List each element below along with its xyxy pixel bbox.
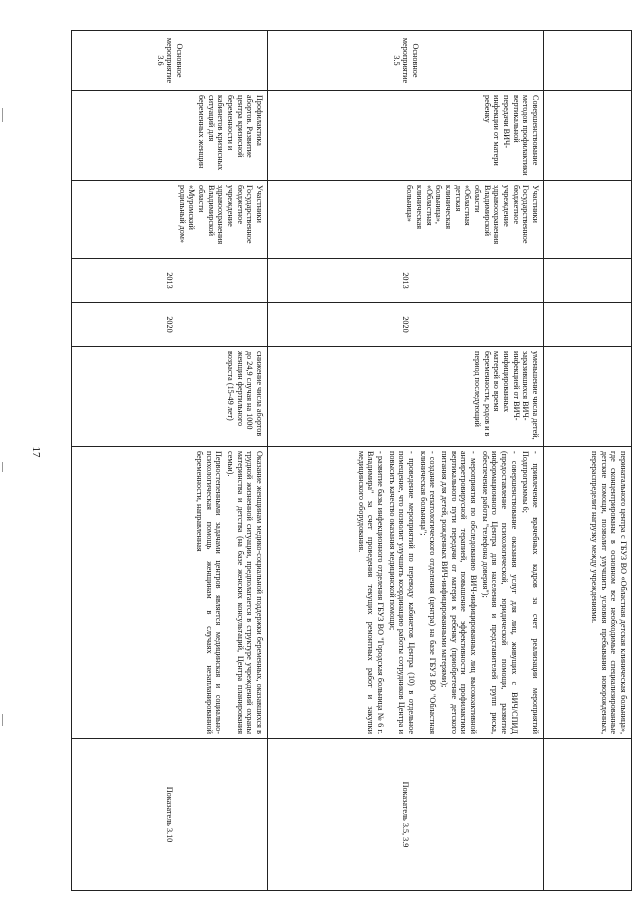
scan-mark xyxy=(2,108,3,122)
title-cell xyxy=(544,91,632,181)
start-year-cell: 2013 xyxy=(72,259,268,303)
content-cell xyxy=(268,447,544,739)
indicator-cell: снижение числа абортов до 24,9 случая на 1000 женщин фертильного возраста (15-49 лет) xyxy=(72,347,268,447)
content-cell xyxy=(72,447,268,739)
program-table xyxy=(71,30,632,891)
content-paragraph: - мероприятия по обследованию ВИЧ-инфицированных лиц высокоактивной антиретровирусной терапией, повышение эффективности профилактики вертикального пути передачи от матери к ребенку (приобретение детского питания для детей, рожденных ВИЧ-инфицированными матерями); xyxy=(439,451,478,734)
executor-cell xyxy=(544,181,632,259)
end-year-cell: 2020 xyxy=(268,303,544,347)
content-paragraph: Оказание женщинам медико-социальной поддержки беременных, оказавшихся в трудной жизненной ситуации, предполагается в структуре учреждений охраны материнства и детства (на базе женских консультаций, Центра планирования семьи). xyxy=(225,451,264,734)
start-year-cell xyxy=(544,259,632,303)
executor-cell: Участники Государственное бюджетное учреждение здравоохранения Владимирской области «Областная детская клиническая больница», «Областная клиническая больница» xyxy=(268,181,544,259)
indicator-link-cell xyxy=(544,739,632,891)
indicator-link-cell: Показатель 3.5, 3.9 xyxy=(268,739,544,891)
title-cell: Совершенствование методов профилактики вертикальной передачи ВИЧ-инфекции от матери ребенку xyxy=(268,91,544,181)
end-year-cell: 2020 xyxy=(72,303,268,347)
executor-cell: Участники Государственное бюджетное учреждение здравоохранения Владимирской области «Муромский родильный дом» xyxy=(72,181,268,259)
end-year-cell xyxy=(544,303,632,347)
content-paragraph: - создание гепатологического отделения (центра) на базе ГБУЗ ВО "Областная клиническая больница"; xyxy=(418,451,438,734)
table-row xyxy=(544,31,632,891)
measure-cell xyxy=(544,31,632,91)
table-wrapper xyxy=(72,30,632,890)
content-paragraph: - проведение мероприятий по переводу кабинетов Центра (10) в отдельное помещение, что позволит улучшить координацию работы сотрудников Центра и повысить качество оказания медицинской помощи; xyxy=(387,451,416,734)
scan-mark xyxy=(2,462,3,472)
title-cell: Профилактика абортов. Развитие центра кризисной беременности и кабинетов кризисных ситуаций для беременных женщин xyxy=(72,91,268,181)
table-row xyxy=(268,31,544,891)
content-paragraph: - развитие базы инфекционного отделения ГБУЗ ВО "Городская больница № 6 г. Владимира" за счет проведения текущих ремонтных работ и закупки медицинского оборудования. xyxy=(356,451,385,734)
scan-mark xyxy=(2,714,3,726)
table-row xyxy=(72,31,268,891)
content-cell xyxy=(544,447,632,739)
indicator-cell: уменьшение числа детей, заразившихся ВИЧ-инфекцией от ВИЧ-инфицированных матерей во время беременности, родов и в период последующий xyxy=(268,347,544,447)
start-year-cell: 2013 xyxy=(268,259,544,303)
rotated-table-area xyxy=(72,30,632,890)
measure-cell: Основное мероприятие 3.6 xyxy=(72,31,268,91)
content-paragraph: - привлечение врачебных кадров за счет реализации мероприятий Подпрограммы 6; xyxy=(521,451,540,734)
table-body xyxy=(72,31,632,891)
content-paragraph: - совершенствование оказания услуг для лиц, живущих с ВИЧ/СПИД (предоставление психологической, юридической помощи, развитие информационного Центра для населения и представителей групп риска, обеспечение работы "телефона доверия"); xyxy=(480,451,519,734)
content-paragraph: Первостепенными задачами центров является медицинская и социально-психологическая помощь женщинам в случаях незапланированной беременности, направленная xyxy=(194,451,224,734)
indicator-link-cell: Показатель 3.10 xyxy=(72,739,268,891)
indicator-cell xyxy=(544,347,632,447)
content-paragraph: перинатального центра с ГБУЗ ВО «Областная детская клиническая больница», где сконцентрированы в основном все необходимые специализированные детские помощи, позволит улучшить условия пребывания новорожденных, перераспределит нагрузку между учреждениями. xyxy=(589,451,628,734)
measure-cell: Основное мероприятие 3.5 xyxy=(268,31,544,91)
page-number: 17 xyxy=(30,446,42,458)
